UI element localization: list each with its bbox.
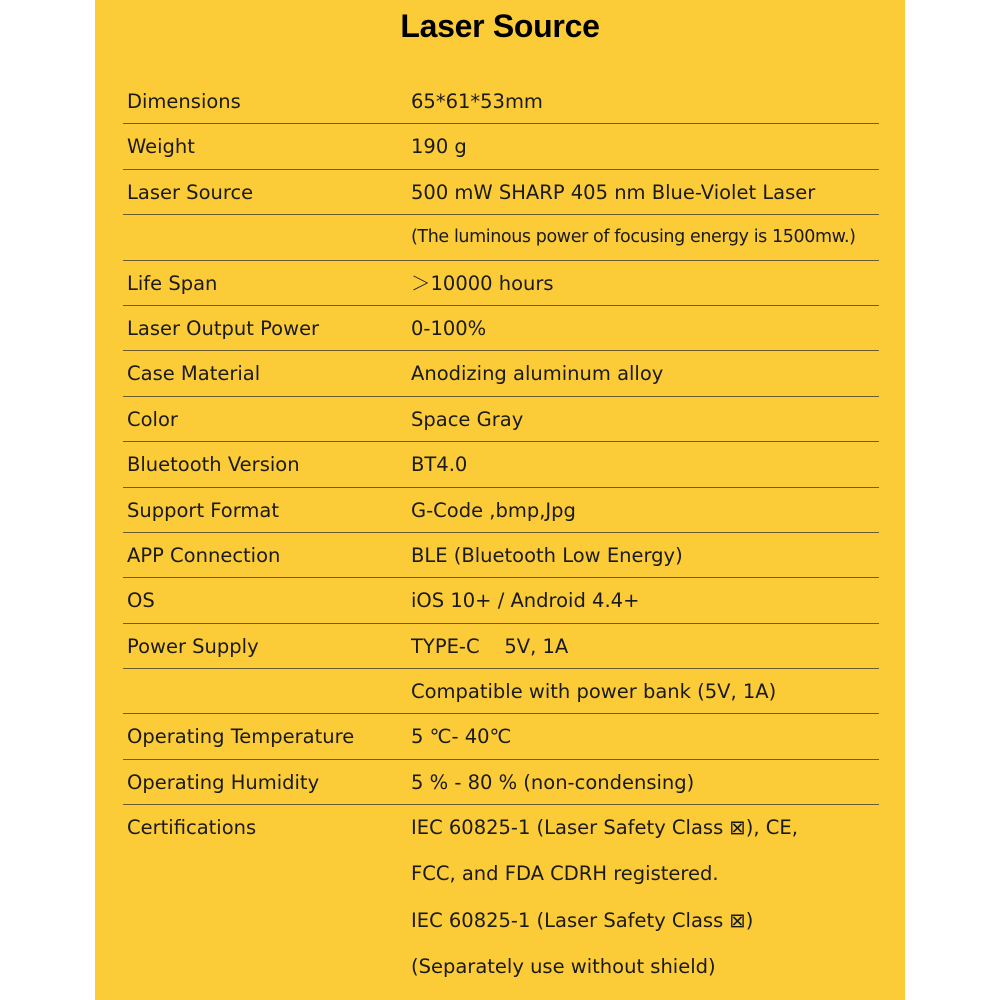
spec-panel bbox=[95, 0, 905, 1000]
spec-row-life-span bbox=[123, 261, 879, 306]
spec-value: 5 % - 80 % (non-condensing) bbox=[411, 770, 695, 794]
spec-row-os bbox=[123, 578, 879, 623]
spec-label: Support Format bbox=[127, 498, 280, 522]
spec-row-laser-source-note bbox=[123, 215, 879, 260]
certification-line: IEC 60825-1 (Laser Safety Class ⊠) bbox=[411, 908, 754, 932]
spec-label: OS bbox=[127, 589, 155, 613]
spec-value: 190 g bbox=[411, 135, 467, 159]
spec-row-bluetooth-version bbox=[123, 442, 879, 487]
spec-value: Space Gray bbox=[411, 407, 524, 431]
spec-label: APP Connection bbox=[127, 543, 281, 567]
spec-label: Weight bbox=[127, 135, 195, 159]
spec-label: Operating Temperature bbox=[127, 725, 355, 749]
spec-row-operating-humidity bbox=[123, 760, 879, 805]
spec-value: 5 ℃- 40℃ bbox=[411, 725, 512, 749]
spec-label: Power Supply bbox=[127, 634, 259, 658]
spec-label: Operating Humidity bbox=[127, 770, 320, 794]
spec-label: Dimensions bbox=[127, 90, 241, 113]
spec-value: Anodizing aluminum alloy bbox=[411, 362, 664, 386]
spec-label: Color bbox=[127, 407, 178, 431]
spec-row-output-power bbox=[123, 306, 879, 351]
spec-value: BLE (Bluetooth Low Energy) bbox=[411, 543, 683, 567]
spec-row-operating-temperature bbox=[123, 714, 879, 759]
spec-value: (The luminous power of focusing energy is 1500mw.) bbox=[411, 227, 856, 248]
spec-label: Laser Output Power bbox=[127, 316, 320, 340]
spec-row-certifications bbox=[123, 805, 879, 995]
spec-value: 65*61*53mm bbox=[411, 90, 543, 113]
page-title: Laser Source bbox=[400, 8, 600, 44]
spec-label: Life Span bbox=[127, 271, 218, 295]
spec-row-support-format bbox=[123, 488, 879, 533]
spec-row-power-supply bbox=[123, 624, 879, 669]
spec-value: TYPE-C 5V, 1A bbox=[411, 634, 569, 658]
certification-list bbox=[411, 805, 798, 990]
spec-value: BT4.0 bbox=[411, 453, 468, 477]
spec-row-case-material bbox=[123, 351, 879, 396]
spec-label: Laser Source bbox=[127, 180, 254, 204]
spec-row-app-connection bbox=[123, 533, 879, 578]
spec-table bbox=[123, 79, 879, 995]
certification-line: IEC 60825-1 (Laser Safety Class ⊠), CE, bbox=[411, 816, 798, 840]
certification-line: (Separately use without shield) bbox=[411, 954, 716, 978]
spec-value: ＞10000 hours bbox=[411, 271, 554, 295]
spec-value: iOS 10+ / Android 4.4+ bbox=[411, 589, 640, 613]
spec-label: Bluetooth Version bbox=[127, 453, 300, 477]
spec-label: Certifications bbox=[127, 816, 257, 840]
spec-label: Case Material bbox=[127, 362, 261, 386]
spec-row-dimensions bbox=[123, 79, 879, 124]
spec-row-weight bbox=[123, 124, 879, 169]
certification-line: FCC, and FDA CDRH registered. bbox=[411, 862, 719, 886]
spec-value: G-Code ,bmp,Jpg bbox=[411, 498, 576, 522]
spec-row-laser-source bbox=[123, 170, 879, 215]
spec-value: Compatible with power bank (5V, 1A) bbox=[411, 680, 777, 704]
spec-value: 500 mW SHARP 405 nm Blue-Violet Laser bbox=[411, 180, 816, 204]
spec-row-color bbox=[123, 397, 879, 442]
spec-row-power-supply-note bbox=[123, 669, 879, 714]
spec-value: 0-100% bbox=[411, 316, 487, 340]
